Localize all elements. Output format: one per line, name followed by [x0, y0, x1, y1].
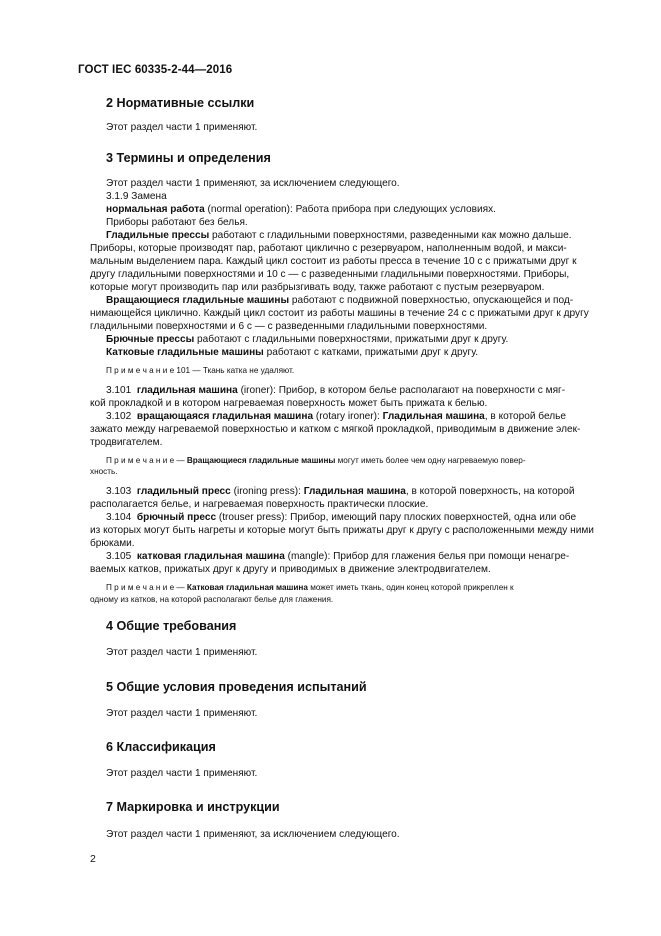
section-4-text: Этот раздел части 1 применяют. [106, 647, 258, 658]
section-3-title: 3 Термины и определения [106, 151, 271, 165]
section-5-text: Этот раздел части 1 применяют. [106, 708, 258, 719]
definition-3-102-line-2: зажато между нагреваемой поверхностью и катком с мягкой прокладкой, приводимым в движение элек- [90, 424, 581, 435]
normal-operation-definition: нормальная работа (normal operation): Работа прибора при следующих условиях. [106, 204, 496, 215]
definition-3-104-line-2: из которых могут быть нагреты и которые могут быть прижаты друг к другу с расположенными между ними [90, 525, 594, 536]
rotary-line-3: гладильными поверхностями и 6 с — с разведенными гладильными поверхностями. [90, 321, 488, 332]
definition-3-101-line-2: кой прокладкой и в котором нагреваемая поверхность может быть прижата к белью. [90, 398, 488, 409]
section-6-title: 6 Классификация [106, 740, 216, 754]
note-mangle-line-1: П р и м е ч а н и е — Катковая гладильная машина может иметь ткань, один конец которой прикреплен к [106, 583, 514, 592]
definition-3-102-line-1: 3.102 вращающаяся гладильная машина (rotary ironer): Гладильная машина, в которой белье [106, 411, 566, 422]
rotary-line-1: Вращающиеся гладильные машины работают с подвижной поверхностью, опускающейся и под- [106, 295, 574, 306]
section-6-text: Этот раздел части 1 применяют. [106, 768, 258, 779]
presses-line-3: мальным выделением пара. Каждый цикл состоит из работы пресса в течение 10 с с прижатыми друг к [90, 256, 577, 267]
section-3-intro: Этот раздел части 1 применяют, за исключением следующего. [106, 178, 400, 189]
note-mangle-line-2: одному из катков, на которой располагают белье для глажения. [90, 595, 334, 604]
rotary-line-2: нимающейся циклично. Каждый цикл состоит из работы машины в течение 24 с с прижатыми друг к другу [90, 308, 589, 319]
definition-3-104-line-1: 3.104 брючный пресс (trouser press): Прибор, имеющий пару плоских поверхностей, одна или обе [106, 512, 577, 523]
section-7-title: 7 Маркировка и инструкции [106, 800, 280, 814]
definition-3-105-line-2: ваемых катков, прижатых друг к другу и приводимых в движение электродвигателем. [90, 564, 491, 575]
section-2-title: 2 Нормативные ссылки [106, 96, 255, 110]
no-linen-text: Приборы работают без белья. [106, 217, 248, 228]
clause-3-1-9: 3.1.9 Замена [106, 191, 167, 202]
section-2-text: Этот раздел части 1 применяют. [106, 122, 258, 133]
note-rotary-line-2: хность. [90, 467, 118, 476]
presses-line-1: Гладильные прессы работают с гладильными поверхностями, разведенными как можно дальше. [106, 230, 572, 241]
definition-3-103-line-1: 3.103 гладильный пресс (ironing press): Гладильная машина, в которой поверхность, на которой [106, 486, 575, 497]
presses-line-4: другу гладильными поверхностями и 10 с — с разведенными гладильными поверхностями. Приборы, [90, 269, 570, 280]
definition-3-101-line-1: 3.101 гладильная машина (ironer): Прибор, в котором белье располагают на поверхности с мяг- [106, 385, 566, 396]
note-rotary-line-1: П р и м е ч а н и е — Вращающиеся гладильные машины могут иметь более чем одну нагреваемую повер- [106, 456, 526, 465]
presses-line-5: которые могут производить пар или разбрызгивать воду, также работают с пустым резервуаром. [90, 282, 545, 293]
definition-3-104-line-3: брюками. [90, 538, 135, 549]
section-4-title: 4 Общие требования [106, 619, 237, 633]
section-5-title: 5 Общие условия проведения испытаний [106, 680, 367, 694]
definition-3-103-line-2: располагается белье, и нагреваемая поверхность практически плоские. [90, 499, 429, 510]
trouser-press-text: Брючные прессы работают с гладильными поверхностями, прижатыми друг к другу. [106, 334, 509, 345]
section-7-text: Этот раздел части 1 применяют, за исключением следующего. [106, 829, 400, 840]
document-header: ГОСТ IEC 60335-2-44—2016 [78, 64, 233, 76]
definition-3-105-line-1: 3.105 катковая гладильная машина (mangle): Прибор для глажения белья при помощи ненагре- [106, 551, 570, 562]
mangle-text: Катковые гладильные машины работают с катками, прижатыми друг к другу. [106, 347, 479, 358]
definition-3-102-line-3: тродвигателем. [90, 437, 163, 448]
note-101: П р и м е ч а н и е 101 — Ткань катка не удаляют. [106, 366, 295, 375]
presses-line-2: Приборы, которые производят пар, работают циклично с резервуаром, наполненным водой, и макси- [90, 243, 567, 254]
page-number: 2 [90, 853, 96, 865]
